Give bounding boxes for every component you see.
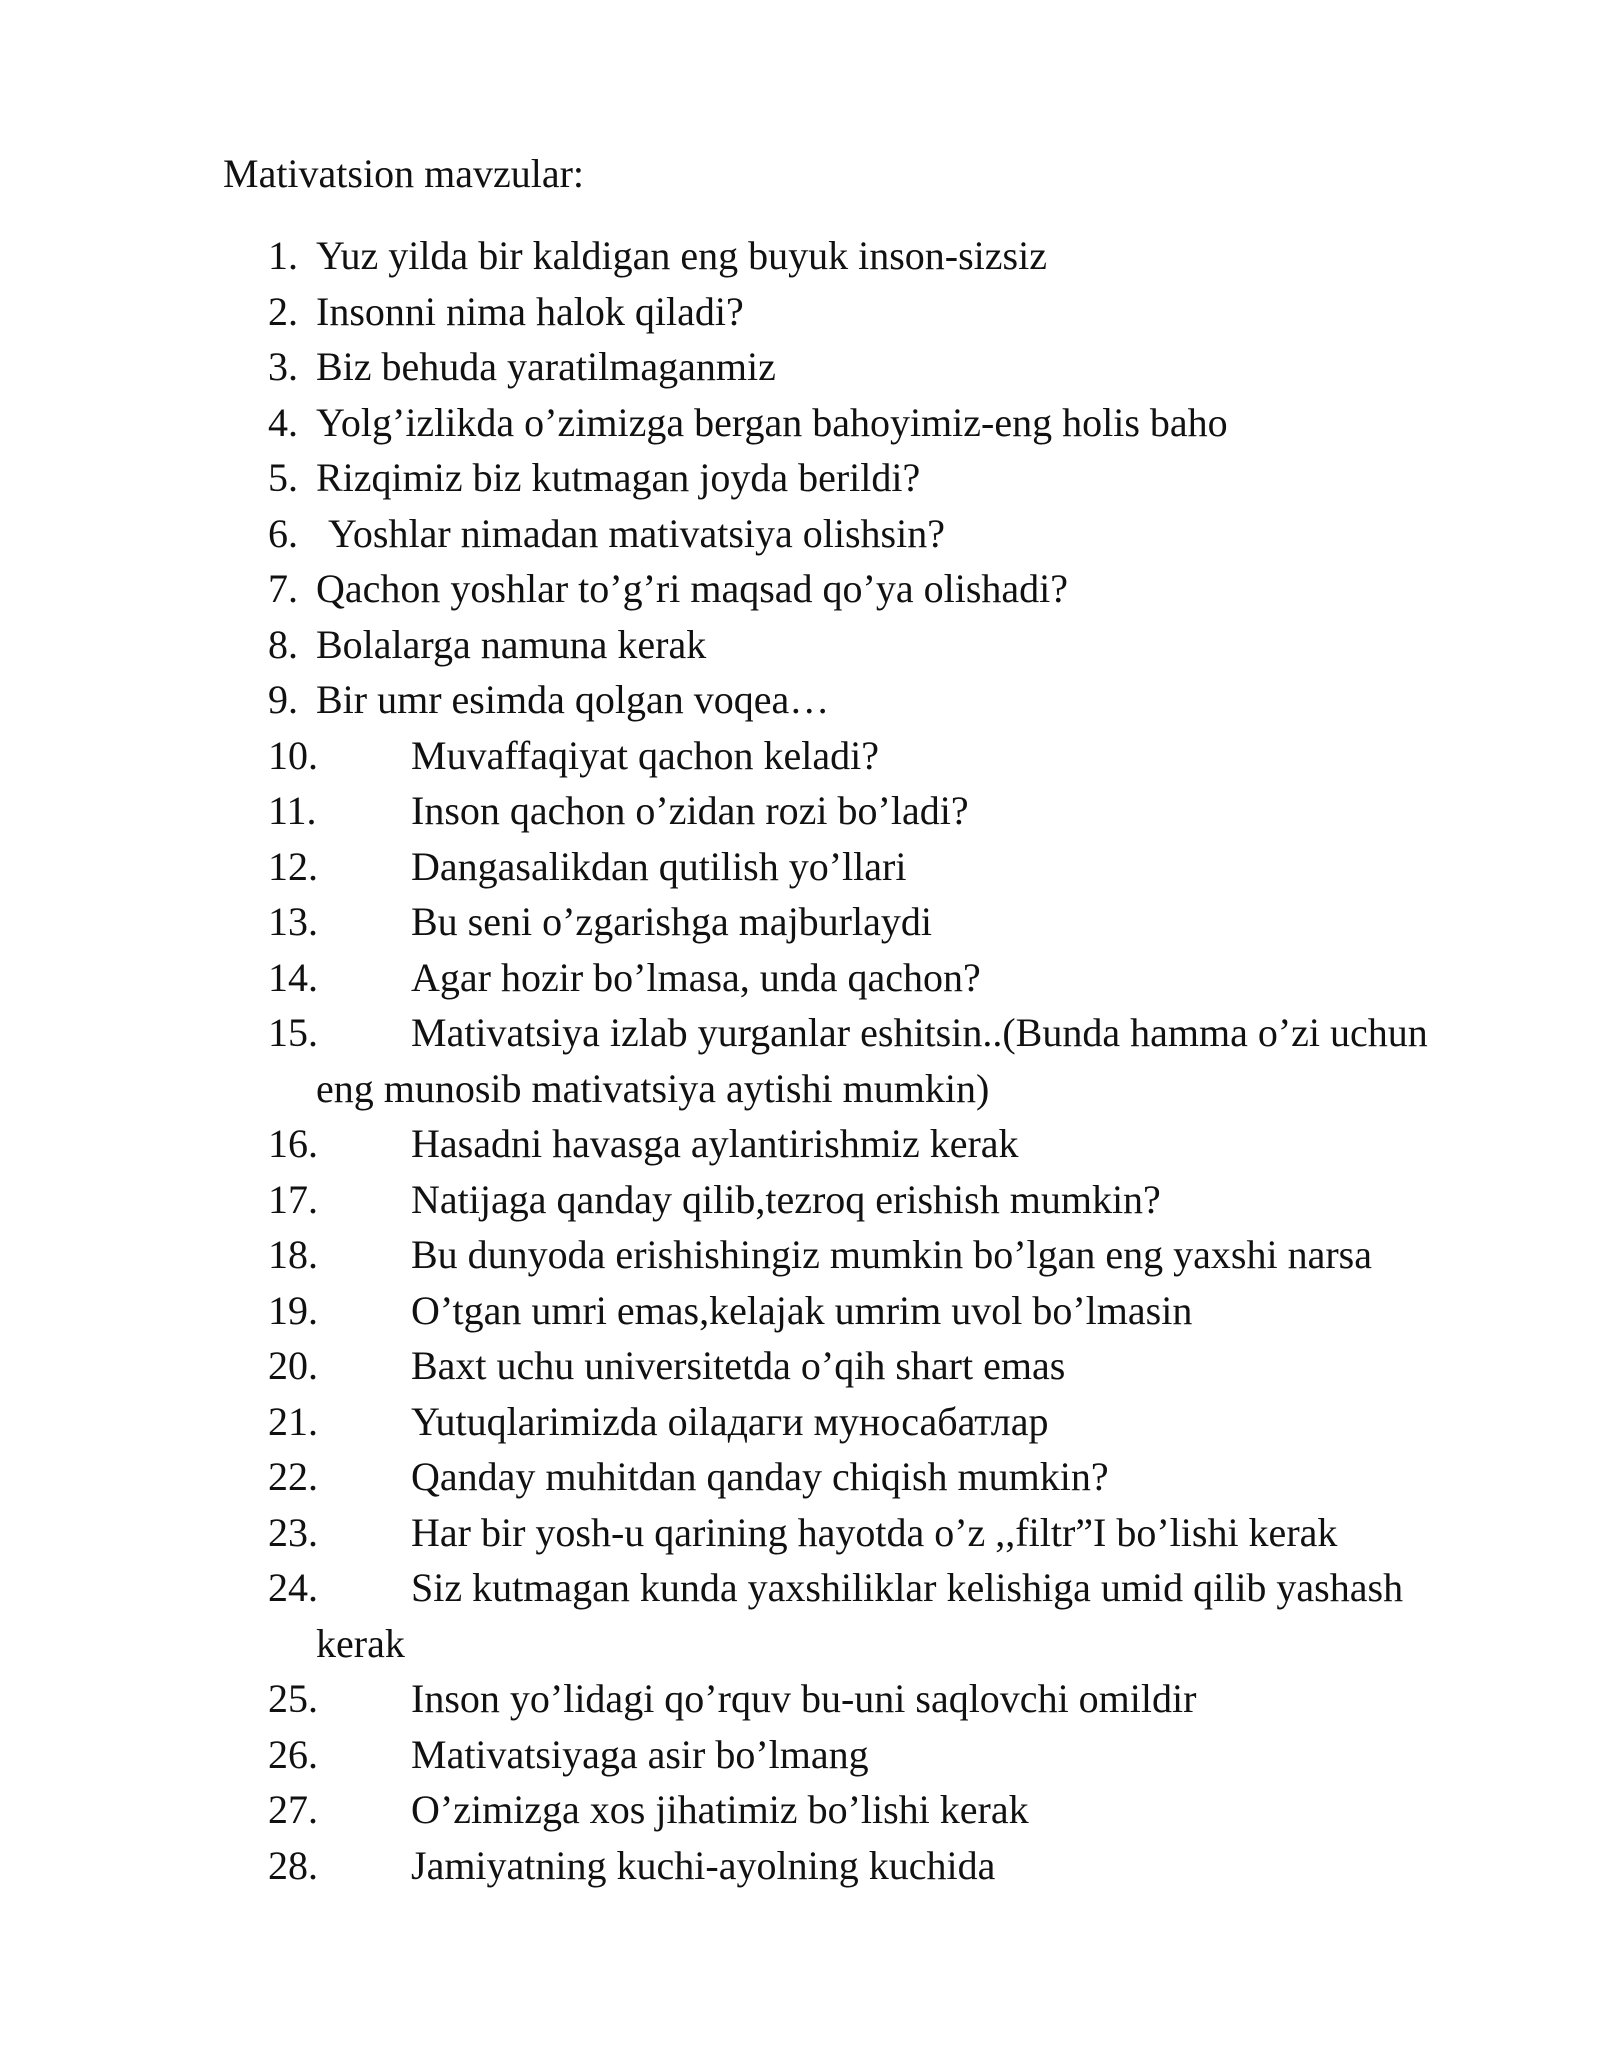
item-text: Inson qachon o’zidan rozi bo’ladi?: [411, 788, 969, 833]
item-text: Mativatsiyaga asir bo’lmang: [411, 1731, 869, 1777]
item-number: 24.: [268, 1565, 318, 1610]
list-item: [0, 506, 1600, 562]
item-text: Mativatsiya izlab yurganlar eshitsin..(Bunda hamma o’zi uchun: [411, 1010, 1428, 1055]
list-item: [0, 1005, 1600, 1116]
item-text: Yuz yilda bir kaldigan eng buyuk inson-sizsiz: [316, 233, 1047, 278]
item-number: 25.: [268, 1676, 318, 1721]
item-text: Muvaffaqiyat qachon keladi?: [411, 732, 879, 778]
item-number: 17.: [268, 1176, 318, 1222]
item-number: 5.: [268, 455, 298, 500]
item-text: Dangasalikdan qutilish yo’llari: [411, 843, 907, 889]
item-number: 10.: [268, 732, 318, 778]
item-number: 19.: [268, 1287, 318, 1333]
item-text: Agar hozir bo’lmasa, unda qachon?: [411, 954, 981, 1000]
item-number: 27.: [268, 1787, 318, 1832]
item-text: Hasadni havasga aylantirishmiz kerak: [411, 1121, 1019, 1166]
item-text: Insonni nima halok qiladi?: [316, 288, 744, 334]
item-number: 28.: [268, 1842, 318, 1888]
item-text: Har bir yosh-u qarining hayotda o’z ,,filtr”I bo’lishi kerak: [411, 1509, 1338, 1555]
item-text: Bu seni o’zgarishga majburlaydi: [411, 899, 932, 944]
item-text: Siz kutmagan kunda yaxshiliklar kelishiga umid qilib yashash: [411, 1565, 1404, 1610]
item-number: 4.: [268, 399, 298, 445]
list-item: [0, 1116, 1600, 1172]
item-number: 2.: [268, 288, 298, 334]
item-text: Baxt uchu universitetda o’qih shart emas: [411, 1343, 1066, 1388]
list-item: [0, 1782, 1600, 1838]
item-text: Yolg’izlikda o’zimizga bergan bahoyimiz-eng holis baho: [316, 399, 1228, 445]
list-item: [0, 1727, 1600, 1783]
item-text: Qachon yoshlar to’g’ri maqsad qo’ya olishadi?: [316, 566, 1069, 611]
item-number: 6.: [268, 510, 298, 556]
item-text: Bolalarga namuna kerak: [316, 621, 707, 667]
item-text: O’tgan umri emas,kelajak umrim uvol bo’lmasin: [411, 1287, 1193, 1333]
topic-list: [0, 228, 1600, 1893]
item-text: Yutuqlarimizda oilaдаги муносабатлар: [411, 1398, 1049, 1444]
item-text: Qanday muhitdan qanday chiqish mumkin?: [411, 1454, 1109, 1499]
list-item: [0, 894, 1600, 950]
item-number: 12.: [268, 843, 318, 889]
list-item: [0, 950, 1600, 1006]
list-item: [0, 284, 1600, 340]
item-text: Rizqimiz biz kutmagan joyda berildi?: [316, 455, 921, 500]
item-number: 15.: [268, 1010, 318, 1055]
list-item: [0, 1227, 1600, 1283]
item-number: 1.: [268, 233, 298, 278]
item-number: 22.: [268, 1454, 318, 1499]
item-number: 9.: [268, 677, 298, 722]
item-number: 11.: [268, 788, 317, 833]
list-item: [0, 339, 1600, 395]
item-text-wrap: [0, 1560, 1600, 1671]
item-number: 8.: [268, 621, 298, 667]
list-item: [0, 728, 1600, 784]
item-text-continuation: eng munosib mativatsiya aytishi mumkin): [316, 1065, 990, 1111]
item-text: Jamiyatning kuchi-ayolning kuchida: [411, 1842, 996, 1888]
item-number: 7.: [268, 566, 298, 611]
list-item: [0, 1394, 1600, 1450]
item-text: O’zimizga xos jihatimiz bo’lishi kerak: [411, 1787, 1029, 1832]
item-number: 18.: [268, 1232, 318, 1277]
list-item: [0, 672, 1600, 728]
item-number: 14.: [268, 954, 318, 1000]
list-item: [0, 1671, 1600, 1727]
item-number: 26.: [268, 1731, 318, 1777]
list-item: [0, 450, 1600, 506]
item-number: 23.: [268, 1509, 318, 1555]
item-text: Natijaga qanday qilib,tezroq erishish mumkin?: [411, 1176, 1161, 1222]
list-item: [0, 1838, 1600, 1894]
list-item: [0, 1505, 1600, 1561]
item-text: Biz behuda yaratilmaganmiz: [316, 344, 776, 389]
item-text-continuation: kerak: [316, 1620, 405, 1666]
list-item: [0, 228, 1600, 284]
list-item: [0, 839, 1600, 895]
item-number: 16.: [268, 1121, 318, 1166]
list-item: [0, 1283, 1600, 1339]
item-number: 21.: [268, 1398, 318, 1444]
list-item: [0, 617, 1600, 673]
item-text-wrap: [0, 1005, 1600, 1116]
item-text: Bu dunyoda erishishingiz mumkin bo’lgan eng yaxshi narsa: [411, 1232, 1372, 1277]
list-item: [0, 1449, 1600, 1505]
item-text: Bir umr esimda qolgan voqea…: [316, 677, 830, 722]
item-number: 20.: [268, 1343, 318, 1388]
list-item: [0, 561, 1600, 617]
list-item: [0, 783, 1600, 839]
item-number: 13.: [268, 899, 318, 944]
list-item: [0, 395, 1600, 451]
list-item: [0, 1338, 1600, 1394]
list-item: [0, 1172, 1600, 1228]
page-title: Mativatsion mavzular:: [223, 151, 585, 196]
item-number: 3.: [268, 344, 298, 389]
list-item: [0, 1560, 1600, 1671]
item-text: Yoshlar nimadan mativatsiya olishsin?: [328, 510, 945, 556]
item-text: Inson yo’lidagi qo’rquv bu-uni saqlovchi omildir: [411, 1676, 1197, 1721]
